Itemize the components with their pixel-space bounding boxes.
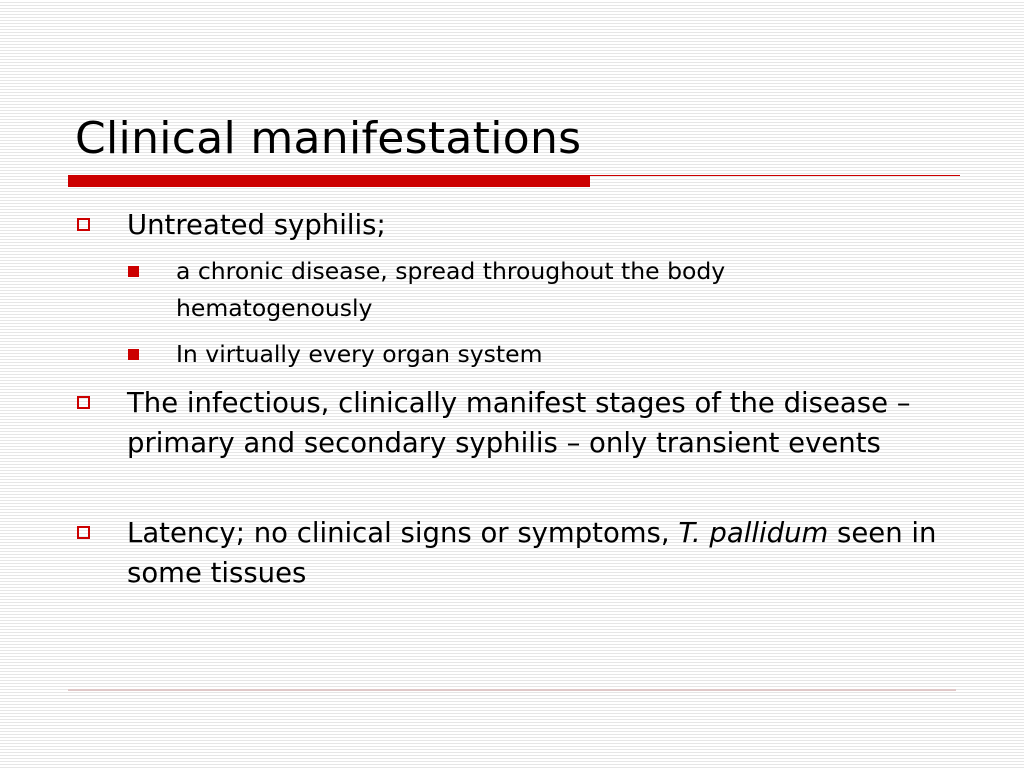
bullet-text-part: Latency; no clinical signs or symptoms, bbox=[127, 517, 679, 549]
bullet-text bbox=[127, 513, 957, 593]
footer-divider bbox=[68, 689, 956, 691]
bullet-text: The infectious, clinically manifest stages of the disease – primary and secondary syphilis – only transient events bbox=[127, 387, 911, 459]
filled-square-icon bbox=[128, 266, 139, 277]
hollow-square-icon bbox=[77, 526, 90, 539]
hollow-square-icon bbox=[77, 218, 90, 231]
sub-bullet-text: a chronic disease, spread throughout the body hematogenously bbox=[176, 257, 726, 322]
sub-bullet-text: In virtually every organ system bbox=[176, 340, 543, 368]
hollow-square-icon bbox=[77, 396, 90, 409]
slide-title: Clinical manifestations bbox=[75, 113, 582, 164]
filled-square-icon bbox=[128, 349, 139, 360]
organism-name: T. pallidum bbox=[678, 517, 829, 549]
bullet-text-part: seen in some tissues bbox=[127, 517, 937, 589]
bullet-text: Untreated syphilis; bbox=[127, 209, 386, 241]
